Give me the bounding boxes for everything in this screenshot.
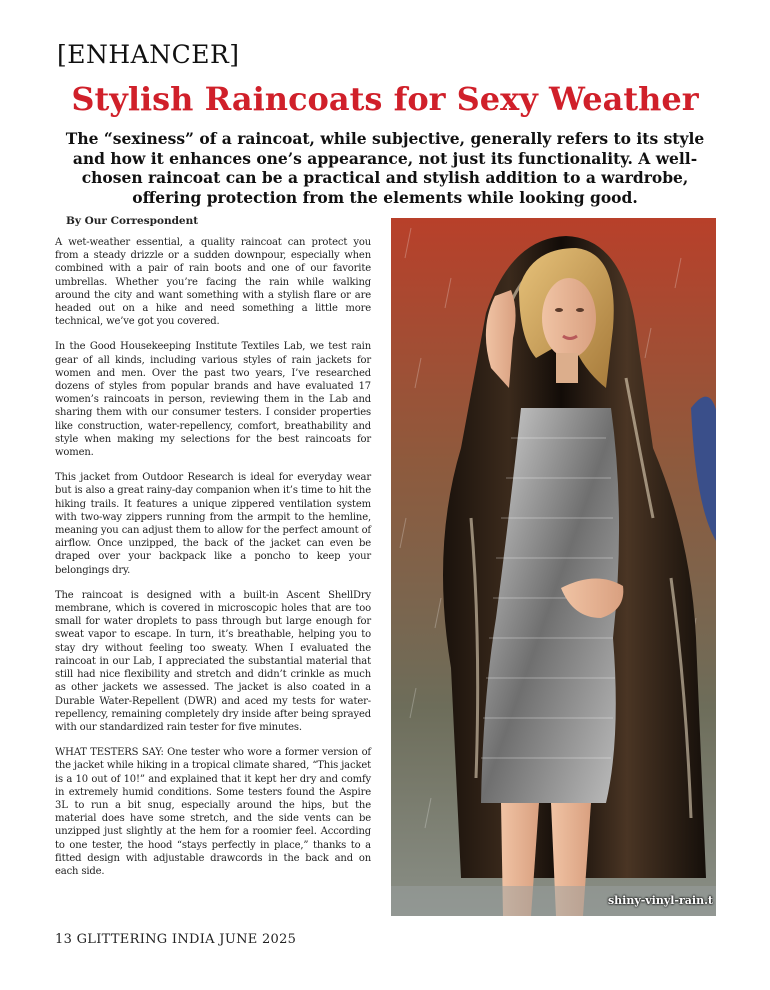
face <box>542 278 596 358</box>
eye-left <box>555 308 563 312</box>
article-body <box>55 236 371 890</box>
section-tag: [ENHANCER] <box>57 40 240 69</box>
body-paragraph: The raincoat is designed with a built-in Ascent ShellDry membrane, which is covered in microscopic holes that are too small for water droplets to pass through but large enough for sweat vapor to escape. In turn, it’s breathable, helping you to stay dry without feeling too sweaty. When I evaluated the raincoat in our Lab, I appreciated the substantial material that still had nice flexibility and stretch and didn’t crinkle as much as other jackets we assessed. The jacket is also coated in a Durable Water-Repellent (DWR) and aced my tests for water-repellency, remaining completely dry inside after being sprayed with our standardized rain tester for five minutes. <box>55 589 371 733</box>
neck <box>556 353 578 383</box>
body-paragraph: This jacket from Outdoor Research is ideal for everyday wear but is also a great rainy-day companion when it’s time to hit the hiking trails. It features a unique zippered ventilation system with two-way zippers running from the armpit to the hemline, meaning you can adjust them to allow for the perfect amount of airflow. Once unzipped, the back of the jacket can even be draped over your backpack like a poncho to keep your belongings dry. <box>55 472 371 576</box>
article-headline: Stylish Raincoats for Sexy Weather <box>71 80 699 118</box>
photo-watermark: shiny-vinyl-rain.t <box>607 894 713 907</box>
body-paragraph: WHAT TESTERS SAY: One tester who wore a former version of the jacket while hiking in a tropical climate shared, “This jacket is a 10 out of 10!” and explained that it kept her dry and comfy in extremely humid conditions. Some testers found the Aspire 3L to run a bit snug, especially around the hips, but the material does have some stretch, and the side vents can be unzipped just slightly at the hem for a roomier feel. According to one tester, the hood “stays perfectly in place,” thanks to a fitted design with adjustable drawcords in the back and on each side. <box>55 747 371 877</box>
raincoat-model-illustration <box>391 218 716 916</box>
eye-right <box>576 308 584 312</box>
hero-photo <box>391 218 716 916</box>
page-folio: 13 GLITTERING INDIA JUNE 2025 <box>55 932 297 947</box>
body-paragraph: In the Good Housekeeping Institute Textiles Lab, we test rain gear of all kinds, including various styles of rain jackets for women and men. Over the past two years, I’ve researched dozens of styles from popular brands and have evaluated 17 women’s raincoats in person, reviewing them in the Lab and sharing them with our consumer testers. I consider properties like construction, water-repellency, comfort, breathability and style when making my selections for the best raincoats for women. <box>55 341 371 459</box>
body-paragraph: A wet-weather essential, a quality raincoat can protect you from a steady drizzle or a sudden downpour, especially when combined with a pair of rain boots and one of our favorite umbrellas. Whether you’re facing the rain while walking around the city and want something with a stylish flare or are headed out on a hike and need something a little more technical, we’ve got you covered. <box>55 237 371 328</box>
article-deck: The “sexiness” of a raincoat, while subjective, generally refers to its style and how it enhances one’s appearance, not just its functionality. A well-chosen raincoat can be a practical and stylish addition to a wardrobe, offering protection from the elements while looking good. <box>65 129 705 207</box>
byline: By Our Correspondent <box>66 215 199 227</box>
